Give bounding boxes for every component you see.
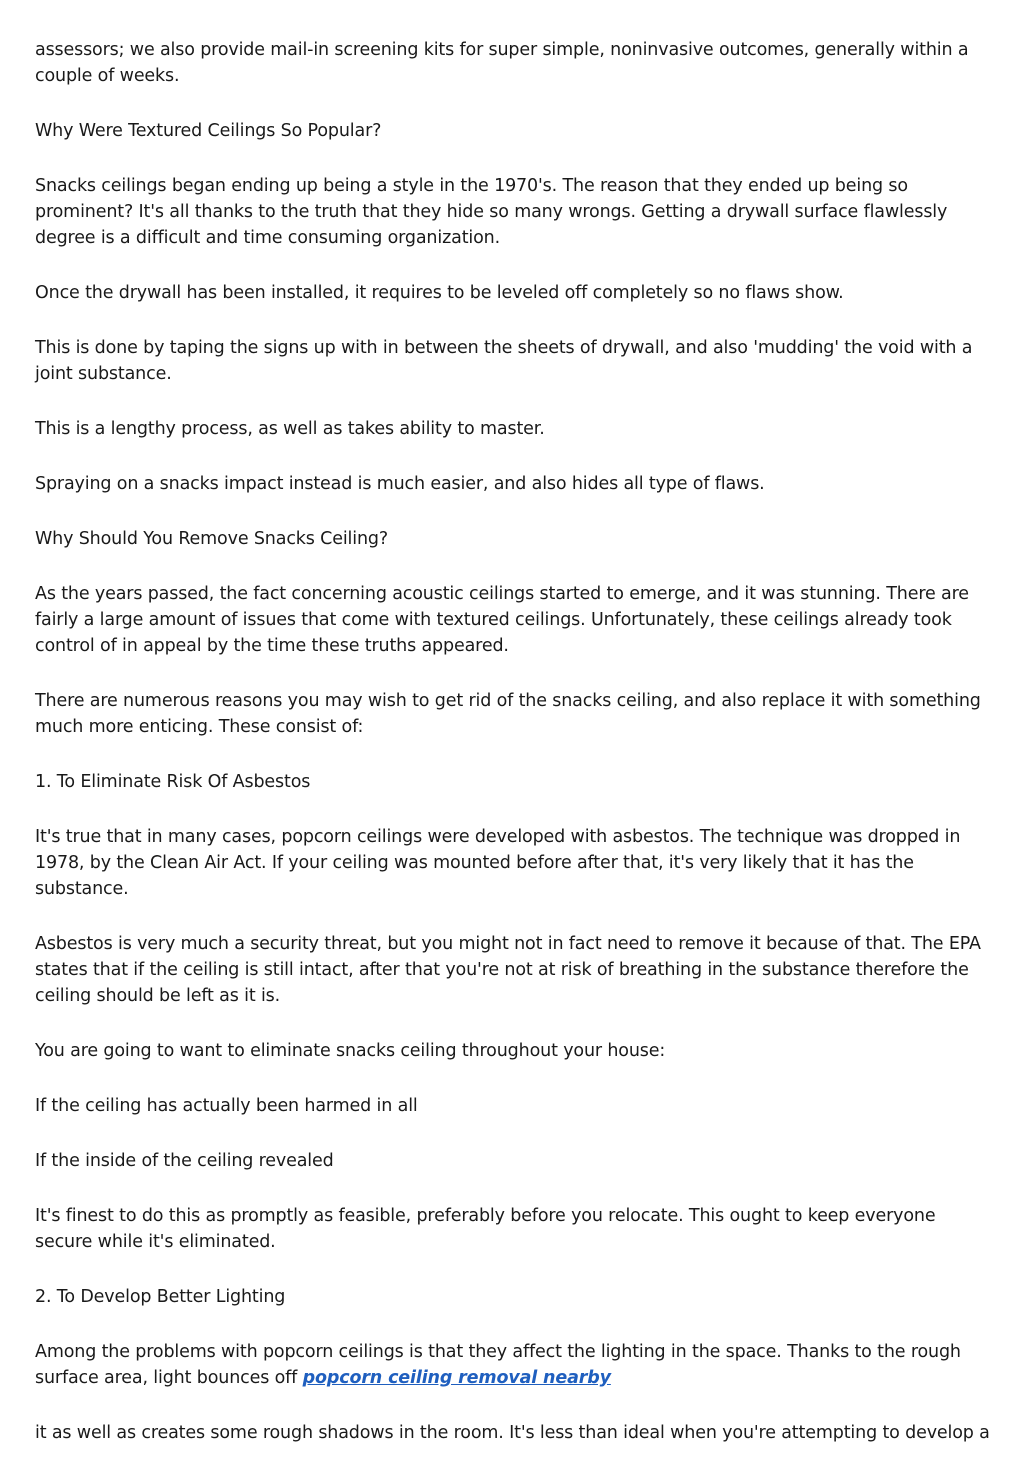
paragraph-eliminate-when: You are going to want to eliminate snacks ceiling throughout your house: [35,1041,666,1061]
list-item-revealed: If the inside of the ceiling revealed [35,1151,334,1171]
paragraph-shadows: it as well as creates some rough shadows in the room. It's less than ideal when you're attempting to develop a [35,1423,990,1443]
document-body [35,37,995,1475]
heading-textured-ceilings-popular: Why Were Textured Ceilings So Popular? [35,121,382,141]
paragraph-drywall-installed: Once the drywall has been installed, it requires to be leveled off completely so no flaws show. [35,283,844,303]
paragraph-asbestos-threat: Asbestos is very much a security threat, but you might not in fact need to remove it because of that. The EPA states that if the ceiling is still intact, after that you're not at risk of breathing in the substance therefore the ceiling should be left as it is. [35,934,981,1006]
paragraph-promptly: It's finest to do this as promptly as feasible, preferably before you relocate. This ought to keep everyone secure while it's eliminated. [35,1206,936,1252]
popcorn-ceiling-removal-link[interactable]: popcorn ceiling removal nearby [302,1368,611,1388]
paragraph-asbestos-history: It's true that in many cases, popcorn ceilings were developed with asbestos. The technique was dropped in 1978, by the Clean Air Act. If your ceiling was mounted before after that, it's very likely that it has the substance. [35,827,961,899]
paragraph-reasons: There are numerous reasons you may wish to get rid of the snacks ceiling, and also replace it with something much more enticing. These consist of: [35,691,981,737]
list-item-harmed: If the ceiling has actually been harmed in all [35,1096,418,1116]
heading-asbestos: 1. To Eliminate Risk Of Asbestos [35,772,311,792]
lighting-text: Among the problems with popcorn ceilings is that they affect the lighting in the space. Thanks to the rough surface area, light bounces off [35,1342,961,1388]
paragraph-history: Snacks ceilings began ending up being a style in the 1970's. The reason that they ended up being so prominent? It's all thanks to the truth that they hide so many wrongs. Getting a drywall surface flawlessly degree is a difficult and time consuming organization. [35,176,948,248]
paragraph-taping: This is done by taping the signs up with in between the sheets of drywall, and also 'mudding' the void with a joint substance. [35,338,973,384]
paragraph-lighting [35,1339,995,1391]
heading-why-remove: Why Should You Remove Snacks Ceiling? [35,529,389,549]
heading-better-lighting: 2. To Develop Better Lighting [35,1287,286,1307]
paragraph-spraying: Spraying on a snacks impact instead is much easier, and also hides all type of flaws. [35,474,765,494]
paragraph-lengthy-process: This is a lengthy process, as well as takes ability to master. [35,419,545,439]
paragraph-intro: assessors; we also provide mail-in screening kits for super simple, noninvasive outcomes, generally within a couple of weeks. [35,40,969,86]
paragraph-acoustic-truth: As the years passed, the fact concerning acoustic ceilings started to emerge, and it was stunning. There are fairly a large amount of issues that come with textured ceilings. Unfortunately, these ceilings already took control of in appeal by the time these truths appeared. [35,584,969,656]
